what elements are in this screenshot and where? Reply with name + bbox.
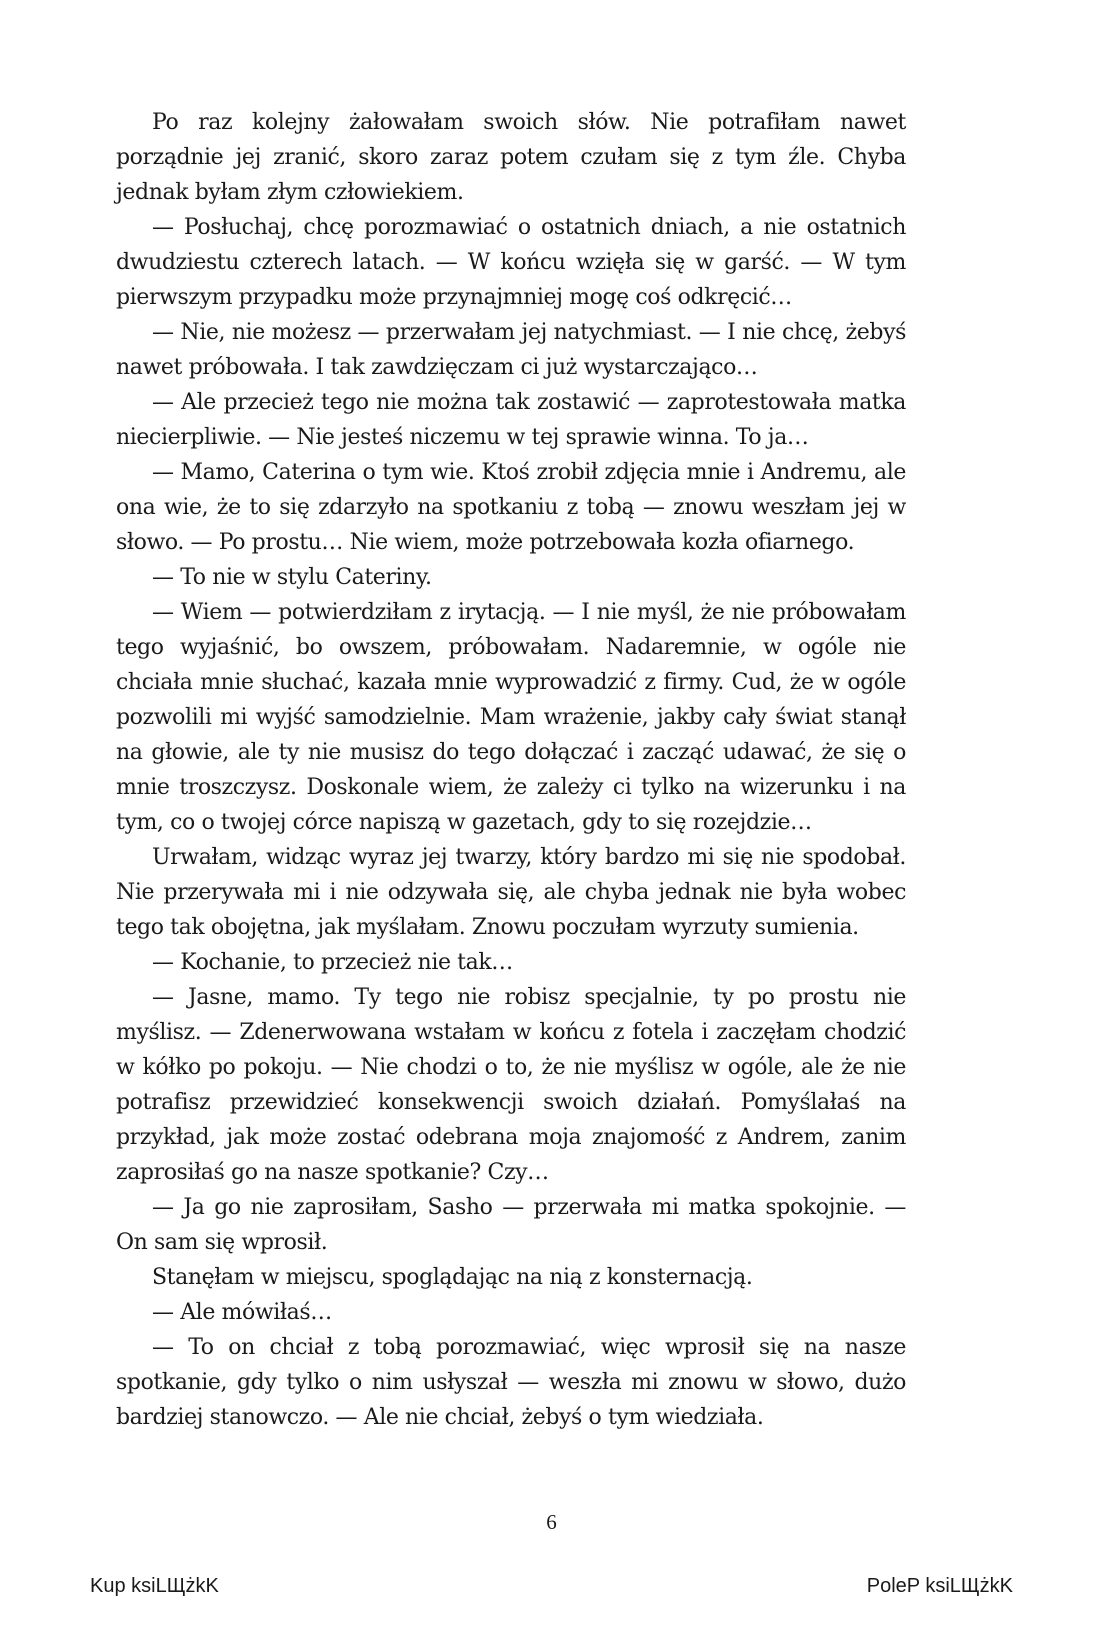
paragraph-13: — Ale mówiłaś… bbox=[152, 1300, 332, 1325]
paragraph-2: — Posłuchaj, chcę porozmawiać o ostatnich dniach, a nie ostatnich dwudziestu czterech latach. — W końcu wzięła się w garść. — W tym pierwszym przypadku może przynajmniej mogę coś odkręcić… bbox=[116, 215, 906, 310]
recommend-book-link[interactable]: PoleP ksiLЩżkK bbox=[866, 1575, 1013, 1597]
page-number: 6 bbox=[546, 1510, 557, 1534]
paragraph-8: Urwałam, widząc wyraz jej twarzy, który bardzo mi się nie spodobał. Nie przerywała mi i nie odzywała się, ale chyba jednak nie była wobec tego tak obojętna, jak myślałam. Znowu poczułam wyrzuty sumienia. bbox=[116, 845, 906, 940]
paragraph-14: — To on chciał z tobą porozmawiać, więc wprosił się na nasze spotkanie, gdy tylko o nim usłyszał — weszła mi znowu w słowo, dużo bardziej stanowczo. — Ale nie chciał, żebyś o tym wiedziała. bbox=[116, 1335, 906, 1430]
paragraph-3: — Nie, nie możesz — przerwałam jej natychmiast. — I nie chcę, żebyś nawet próbowała. I tak zawdzięczam ci już wystarczająco… bbox=[116, 320, 906, 380]
paragraph-7: — Wiem — potwierdziłam z irytacją. — I nie myśl, że nie próbowałam tego wyjaśnić, bo owszem, próbowałam. Nadaremnie, w ogóle nie chciała mnie słuchać, kazała mnie wyprowadzić z firmy. Cud, że w ogóle pozwolili mi wyjść samodzielnie. Mam wrażenie, jakby cały świat stanął na głowie, ale ty nie musisz do tego dołączać i zacząć udawać, że się o mnie troszczysz. Doskonale wiem, że zależy ci tylko na wizerunku i na tym, co o twojej córce napiszą w gazetach, gdy to się rozejdzie… bbox=[116, 600, 906, 835]
paragraph-12: Stanęłam w miejscu, spoglądając na nią z konsternacją. bbox=[152, 1265, 753, 1290]
buy-book-link[interactable]: Kup ksiLЩżkK bbox=[90, 1575, 219, 1597]
paragraph-9: — Kochanie, to przecież nie tak… bbox=[152, 950, 513, 975]
book-page-body bbox=[116, 105, 906, 1435]
paragraph-10: — Jasne, mamo. Ty tego nie robisz specjalnie, ty po prostu nie myślisz. — Zdenerwowana wstałam w końcu z fotela i zaczęłam chodzić w kółko po pokoju. — Nie chodzi o to, że nie myślisz w ogóle, ale że nie potrafisz przewidzieć konsekwencji swoich działań. Pomyślałaś na przykład, jak może zostać odebrana moja znajomość z Andrem, zanim zaprosiłaś go na nasze spotkanie? Czy… bbox=[116, 985, 906, 1185]
paragraph-4: — Ale przecież tego nie można tak zostawić — zaprotestowała matka niecierpliwie. — Nie jesteś niczemu w tej sprawie winna. To ja… bbox=[116, 390, 906, 450]
paragraph-1: Po raz kolejny żałowałam swoich słów. Nie potrafiłam nawet porządnie jej zranić, skoro zaraz potem czułam się z tym źle. Chyba jednak byłam złym człowiekiem. bbox=[116, 110, 906, 205]
paragraph-6: — To nie w stylu Cateriny. bbox=[152, 565, 432, 590]
paragraph-5: — Mamo, Caterina o tym wie. Ktoś zrobił zdjęcia mnie i Andremu, ale ona wie, że to się zdarzyło na spotkaniu z tobą — znowu weszłam jej w słowo. — Po prostu… Nie wiem, może potrzebowała kozła ofiarnego. bbox=[116, 460, 906, 555]
paragraph-11: — Ja go nie zaprosiłam, Sasho — przerwała mi matka spokojnie. — On sam się wprosił. bbox=[116, 1195, 906, 1255]
